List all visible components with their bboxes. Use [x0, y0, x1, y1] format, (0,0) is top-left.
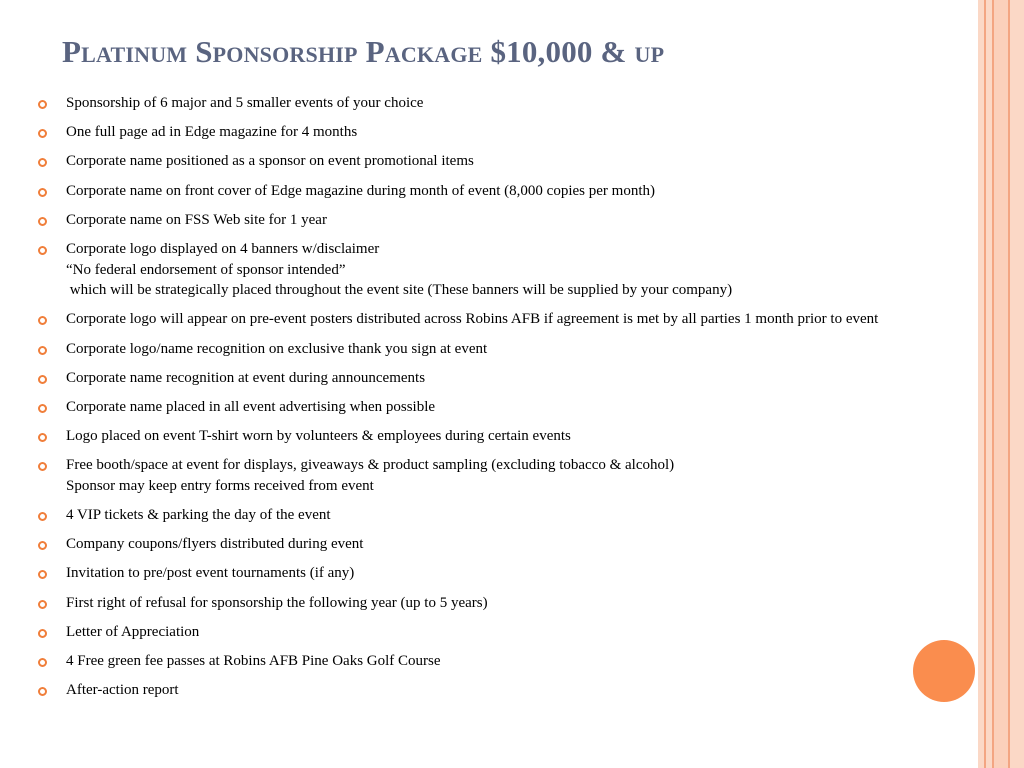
bullet-text: Corporate name positioned as a sponsor on event promotional items — [66, 153, 474, 170]
bullet-item — [38, 651, 958, 672]
bullet-item — [38, 622, 958, 643]
bullet-text: which will be strategically placed throughout the event site (These banners will be supplied by your company) — [66, 282, 733, 299]
bullet-text: Sponsor may keep entry forms received from event — [66, 477, 374, 494]
bullet-item — [38, 93, 958, 114]
decorative-circle — [913, 640, 975, 702]
decorative-stripe — [994, 0, 1008, 768]
bullet-circle-icon — [38, 658, 47, 667]
bullet-circle-icon — [38, 570, 47, 579]
bullet-item — [38, 339, 958, 360]
bullet-text: Corporate name placed in all event advertising when possible — [66, 398, 436, 415]
bullet-circle-icon — [38, 462, 47, 471]
bullet-item — [38, 593, 958, 614]
bullet-text: Invitation to pre/post event tournaments (if any) — [66, 565, 355, 582]
bullet-circle-icon — [38, 158, 47, 167]
bullet-text: First right of refusal for sponsorship the following year (up to 5 years) — [66, 594, 488, 611]
bullet-circle-icon — [38, 541, 47, 550]
bullet-text: 4 Free green fee passes at Robins AFB Pine Oaks Golf Course — [66, 652, 441, 669]
bullet-text: Letter of Appreciation — [66, 623, 200, 640]
bullet-item — [38, 239, 958, 301]
bullet-item — [38, 309, 958, 330]
bullet-circle-icon — [38, 346, 47, 355]
slide-title: Platinum Sponsorship Package $10,000 & up — [62, 34, 665, 69]
bullet-circle-icon — [38, 404, 47, 413]
bullet-item — [38, 151, 958, 172]
bullet-item — [38, 505, 958, 526]
bullet-text: Logo placed on event T-shirt worn by volunteers & employees during certain events — [66, 428, 571, 445]
bullet-item — [38, 680, 958, 701]
bullet-item — [38, 210, 958, 231]
bullet-item — [38, 426, 958, 447]
bullet-item — [38, 455, 958, 496]
decorative-stripe — [1010, 0, 1024, 768]
bullet-circle-icon — [38, 375, 47, 384]
bullet-text: Corporate logo will appear on pre-event posters distributed across Robins AFB if agreement is met by all parties 1 month prior to event — [66, 311, 879, 328]
bullet-text: Company coupons/flyers distributed during event — [66, 536, 364, 553]
bullet-item — [38, 181, 958, 202]
bullet-text: Corporate logo displayed on 4 banners w/disclaimer — [66, 240, 380, 257]
bullet-text: One full page ad in Edge magazine for 4 months — [66, 124, 358, 141]
bullet-text: Corporate name on FSS Web site for 1 year — [66, 211, 327, 228]
bullet-text: Corporate logo/name recognition on exclusive thank you sign at event — [66, 340, 488, 357]
bullet-circle-icon — [38, 316, 47, 325]
bullet-text: Sponsorship of 6 major and 5 smaller events of your choice — [66, 95, 424, 111]
bullet-item — [38, 122, 958, 143]
bullet-circle-icon — [38, 217, 47, 226]
bullet-list — [38, 93, 958, 709]
bullet-text: Corporate name recognition at event during announcements — [66, 369, 426, 386]
bullet-text: After-action report — [66, 682, 179, 699]
bullet-circle-icon — [38, 512, 47, 521]
bullet-item — [38, 397, 958, 418]
bullet-text: 4 VIP tickets & parking the day of the event — [66, 507, 331, 524]
bullet-circle-icon — [38, 100, 47, 109]
bullet-circle-icon — [38, 433, 47, 442]
bullet-circle-icon — [38, 188, 47, 197]
bullet-text: “No federal endorsement of sponsor intended” — [66, 261, 346, 278]
bullet-circle-icon — [38, 629, 47, 638]
bullet-item — [38, 534, 958, 555]
bullet-circle-icon — [38, 687, 47, 696]
bullet-circle-icon — [38, 246, 47, 255]
bullet-text: Free booth/space at event for displays, giveaways & product sampling (excluding tobacco & alcohol) — [66, 457, 675, 474]
bullet-circle-icon — [38, 600, 47, 609]
bullet-text: Corporate name on front cover of Edge magazine during month of event (8,000 copies per month) — [66, 182, 655, 199]
bullet-item — [38, 563, 958, 584]
bullet-circle-icon — [38, 129, 47, 138]
bullet-item — [38, 368, 958, 389]
